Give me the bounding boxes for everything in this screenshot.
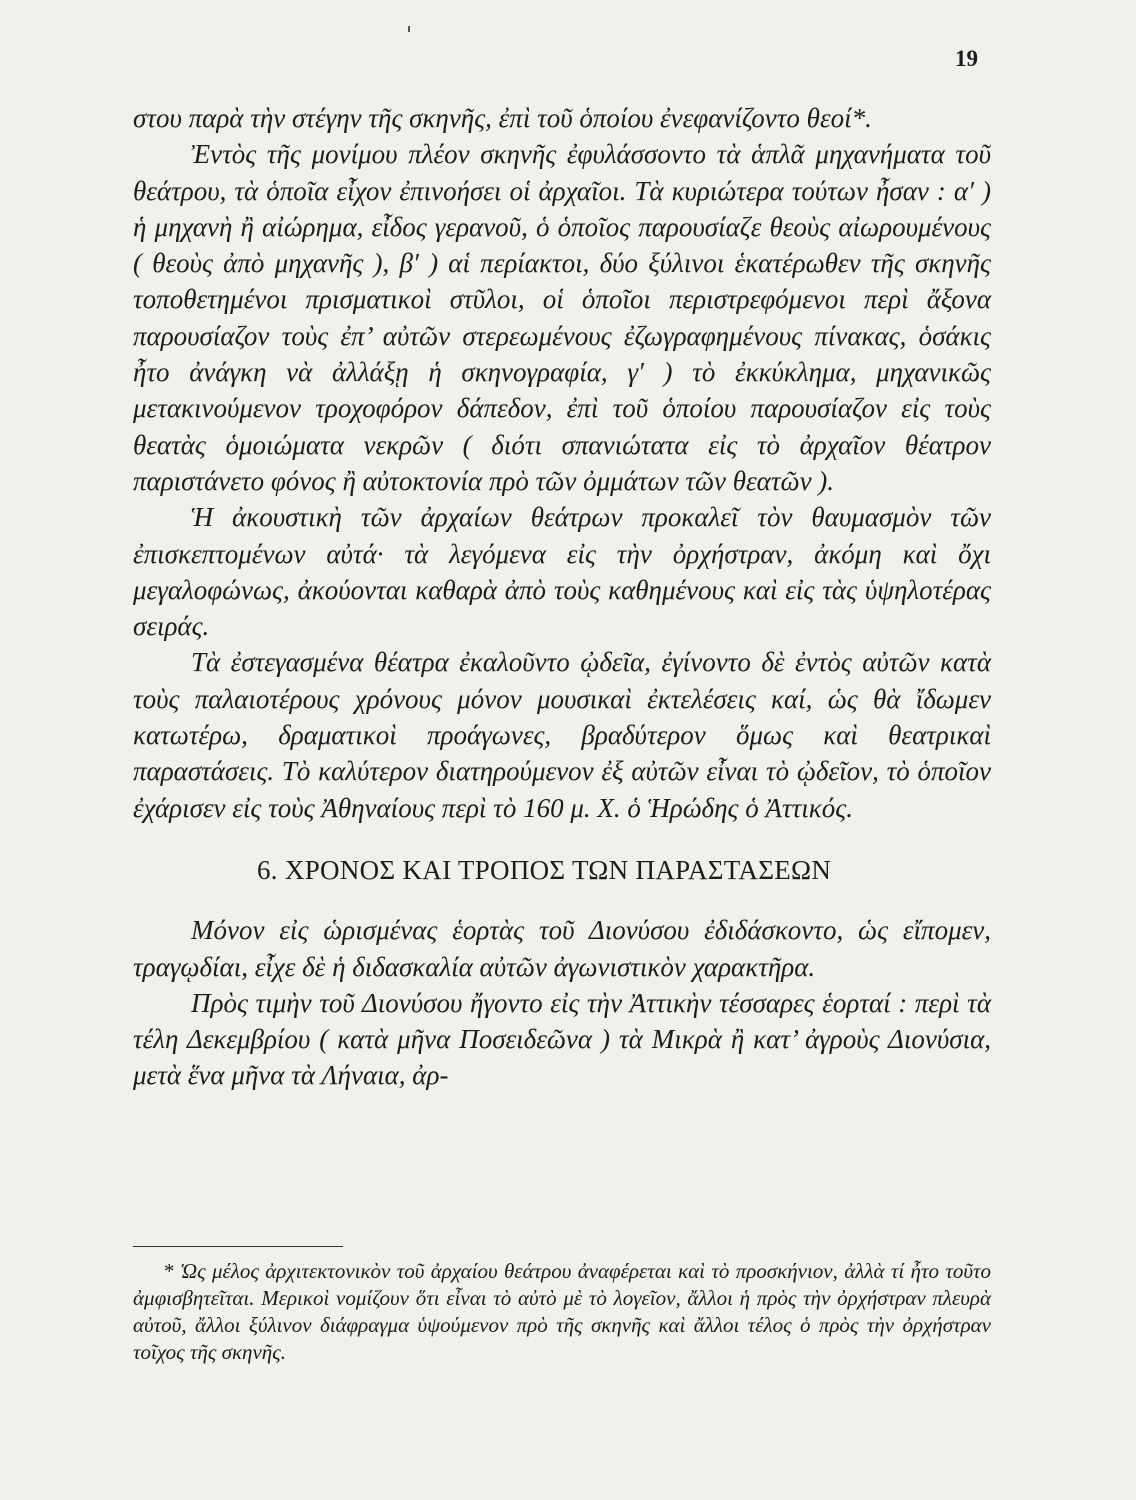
paragraph-odeia: Τὰ ἐστεγασμένα θέατρα ἐκαλοῦντο ᾠδεῖα, ἐγίνοντο δὲ ἐντὸς αὐτῶν κατὰ τοὺς παλαιοτέρους χρόνους μόνον μουσικαὶ ἐκτελέσεις καί, ὡς θὰ ἴδωμεν κατωτέρω, δραματικοὶ προάγωνες, βραδύτερον ὅμως καὶ θεατρικαὶ παραστάσεις. Τὸ καλύτερον διατηρούμενον ἐξ αὐτῶν εἶναι τὸ ᾠδεῖον, τὸ ὁποῖον ἐχάρισεν εἰς τοὺς Ἀθηναίους περὶ τὸ 160 μ. Χ. ὁ Ἡρώδης ὁ Ἀττικός. bbox=[133, 647, 991, 823]
footnote-divider bbox=[133, 1246, 343, 1247]
body-text bbox=[133, 100, 991, 1094]
paragraph-acoustics: Ἡ ἀκουστικὴ τῶν ἀρχαίων θεάτρων προκαλεῖ τὸν θαυμασμὸν τῶν ἐπισκεπτομένων αὐτά· τὰ λεγόμενα εἰς τὴν ὀρχήστραν, ἀκόμη καὶ ὄχι μεγαλοφώνως, ἀκούονται καθαρὰ ἀπὸ τοὺς καθημένους καὶ εἰς τὰς ὑψηλοτέρας σειράς. bbox=[133, 502, 991, 642]
section-heading: 6. ΧΡΟΝΟΣ ΚΑΙ ΤΡΟΠΟΣ ΤΩΝ ΠΑΡΑΣΤΑΣΕΩΝ bbox=[257, 854, 832, 885]
paragraph-stage-machinery: Ἐντὸς τῆς μονίμου πλέον σκηνῆς ἐφυλάσσοντο τὰ ἁπλᾶ μηχανήματα τοῦ θεάτρου, τὰ ὁποῖα εἶχον ἐπινοήσει οἱ ἀρχαῖοι. Τὰ κυριώτερα τούτων ἦσαν : α′ ) ἡ μηχανὴ ἢ αἰώρημα, εἶδος γερανοῦ, ὁ ὁποῖος παρουσίαζε θεοὺς αἰωρουμένους ( θεοὺς ἀπὸ μηχανῆς ), β′ ) αἱ περίακτοι, δύο ξύλινοι ἑκατέρωθεν τῆς σκηνῆς τοποθετημένοι πρισματικοὶ στῦλοι, οἱ ὁποῖοι περιστρεφόμενοι περὶ ἄξονα παρουσίαζον τοὺς ἐπ’ αὐτῶν στερεωμένους ἐζωγραφημένους πίνακας, ὁσάκις ἦτο ἀνάγκη νὰ ἀλλάξῃ ἡ σκηνογραφία, γ′ ) τὸ ἐκκύκλημα, μηχανικῶς μετακινούμενον τροχοφόρον δάπεδον, ἐπὶ τοῦ ὁποίου παρουσίαζον εἰς τοὺς θεατὰς ὁμοιώματα νεκρῶν ( διότι σπανιώτατα εἰς τὸ ἀρχαῖον θέατρον παριστάνετο φόνος ἢ αὐτοκτονία πρὸ τῶν ὀμμάτων τῶν θεατῶν ). bbox=[133, 139, 991, 496]
paragraph-continuation: στου παρὰ τὴν στέγην τῆς σκηνῆς, ἐπὶ τοῦ ὁποίου ἐνεφανίζοντο θεοί*. bbox=[133, 103, 872, 133]
footnote-text: * Ὡς μέλος ἀρχιτεκτονικὸν τοῦ ἀρχαίου θεάτρου ἀναφέρεται καὶ τὸ προσκήνιον, ἀλλὰ τί ἦτο τοῦτο ἀμφισβητεῖται. Μερικοὶ νομίζουν ὅτι εἶναι τὸ αὐτὸ μὲ τὸ λογεῖον, ἄλλοι ἡ πρὸς τὴν ὀρχήστραν πλευρὰ αὐτοῦ, ἄλλοι ξύλινον διάφραγμα ὑψούμενον πρὸ τῆς σκηνῆς καὶ ἄλλοι τέλος ὁ πρὸς τὴν ὀρχήστραν τοῖχος τῆς σκηνῆς. bbox=[133, 1259, 991, 1364]
footnote bbox=[133, 1258, 991, 1366]
page-number: 19 bbox=[955, 46, 978, 71]
paragraph-festivals-intro: Μόνον εἰς ὡρισμένας ἑορτὰς τοῦ Διονύσου ἐδιδάσκοντο, ὡς εἴπομεν, τραγῳδίαι, εἶχε δὲ ἡ διδασκαλία αὐτῶν ἀγωνιστικὸν χαρακτῆρα. bbox=[133, 915, 991, 982]
paragraph-festivals-list: Πρὸς τιμὴν τοῦ Διονύσου ἤγοντο εἰς τὴν Ἀττικὴν τέσσαρες ἑορταί : περὶ τὰ τέλη Δεκεμβρίου ( κατὰ μῆνα Ποσειδεῶνα ) τὰ Μικρὰ ἢ κατ’ ἀγροὺς Διονύσια, μετὰ ἕνα μῆνα τὰ Λήναια, ἀρ- bbox=[133, 987, 991, 1091]
stray-ink-mark bbox=[408, 26, 410, 32]
